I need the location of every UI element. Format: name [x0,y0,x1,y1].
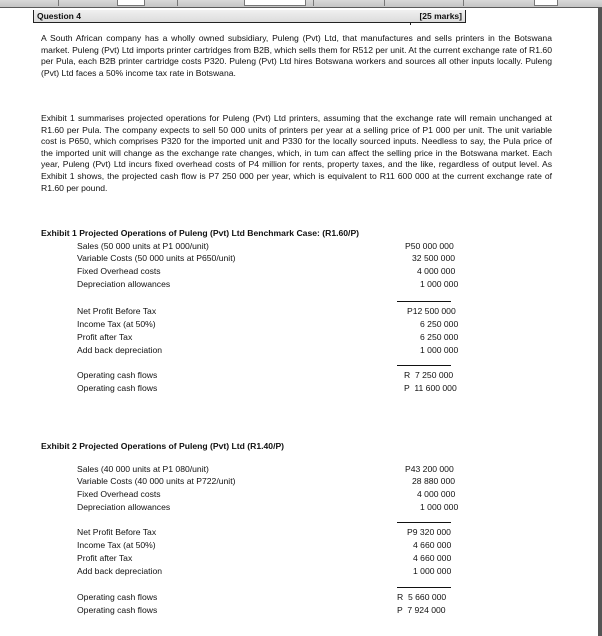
question-header [33,10,466,23]
row-value: P12 500 000 [407,306,456,316]
exhibit2-row [77,464,507,475]
subtotal-rule [397,301,451,302]
exhibit1-row [77,279,507,290]
row-value: 4 000 000 [417,266,456,276]
exhibit1-row [77,241,507,252]
row-label: Variable Costs (50 000 units at P650/unit) [77,253,236,263]
header-divider [410,22,411,25]
exhibit2-row [77,566,507,577]
toolbar-strip [0,0,602,8]
row-value: 28 880 000 [412,476,456,486]
row-label: Operating cash flows [77,592,158,602]
exhibit2-row [77,476,507,487]
exhibit1-row [77,345,507,356]
row-label: Income Tax (at 50%) [77,540,156,550]
subtotal-rule [397,522,451,523]
total-rule [397,587,451,588]
row-label: Sales (50 000 units at P1 000/unit) [77,241,209,251]
row-label: Profit after Tax [77,332,133,342]
row-label: Profit after Tax [77,553,133,563]
exhibit2-title: Exhibit 2 Projected Operations of Puleng (Pvt) Ltd (R1.40/P) [41,441,285,451]
row-label: Net Profit Before Tax [77,527,157,537]
toolbar-separator [177,0,178,6]
row-value: R 5 660 000 [397,592,447,602]
row-label: Variable Costs (40 000 units at P722/unit) [77,476,236,486]
toolbar-separator [313,0,314,6]
row-value: 1 000 000 [420,345,459,355]
row-value: P43 200 000 [405,464,454,474]
exhibit2-row [77,592,507,603]
toolbar-separator [58,0,59,6]
row-value: P50 000 000 [405,241,454,251]
exhibit1-row [77,319,507,330]
exhibit2-row [77,553,507,564]
row-value: P 7 924 000 [397,605,446,615]
question-marks: [25 marks] [419,11,462,21]
row-label: Operating cash flows [77,383,158,393]
row-value: P9 320 000 [407,527,451,537]
toolbar-field[interactable] [534,0,558,6]
toolbar-field[interactable] [244,0,306,6]
row-label: Operating cash flows [77,605,158,615]
row-label: Add back depreciation [77,566,163,576]
row-value: 1 000 000 [420,502,459,512]
row-value: 32 500 000 [412,253,456,263]
question-title: Question 4 [37,11,81,21]
total-rule [397,365,451,366]
row-label: Fixed Overhead costs [77,489,161,499]
toolbar-separator [463,0,464,6]
row-value: 1 000 000 [420,279,459,289]
toolbar-separator [384,0,385,6]
exhibit1-row [77,370,507,381]
exhibit2-row [77,605,507,616]
exhibit1-row [77,306,507,317]
exhibit-summary-paragraph: Exhibit 1 summarises projected operations for Puleng (Pvt) Ltd printers, assuming that the exchange rate will remain unchanged at R1.60 per Pula. The company expects to sell 50 000 units of printers per year at a selling price of P1 000 per unit. The unit variable cost is P650, which comprises P320 for the imported unit and P330 for the locally sourced inputs. Needless to say, the Pula price of the imported unit will change as the exchange rate changes, which, in tum can affect the selling price in the Botswana market. Each year, Puleng (Pvt) Ltd incurs fixed overhead costs of P4 million for rents, property taxes, and the like, regardless of output level. As Exhibit 1 shows, the projected cash flow is P7 250 000 per year, which is equivalent to R11 600 000 at the current exchange rate of R1.60 per pound. [41,113,552,193]
row-label: Income Tax (at 50%) [77,319,156,329]
exhibit1-row [77,266,507,277]
exhibit2-row [77,527,507,538]
row-value: 1 000 000 [413,566,452,576]
toolbar-field[interactable] [117,0,145,6]
vertical-scrollbar-edge[interactable] [598,8,602,636]
row-value: 4 660 000 [413,553,452,563]
row-value: P 11 600 000 [404,383,457,393]
exhibit2-row [77,540,507,551]
row-label: Depreciation allowances [77,279,171,289]
row-value: R 7 250 000 [404,370,454,380]
row-value: 6 250 000 [420,319,459,329]
row-label: Sales (40 000 units at P1 080/unit) [77,464,209,474]
row-label: Depreciation allowances [77,502,171,512]
document-page [0,8,598,636]
row-label: Net Profit Before Tax [77,306,157,316]
row-label: Operating cash flows [77,370,158,380]
exhibit2-row [77,489,507,500]
row-value: 6 250 000 [420,332,459,342]
exhibit2-row [77,502,507,513]
exhibit1-row [77,332,507,343]
exhibit1-title: Exhibit 1 Projected Operations of Puleng (Pvt) Ltd Benchmark Case: (R1.60/P) [41,228,360,238]
intro-paragraph: A South African company has a wholly owned subsidiary, Puleng (Pvt) Ltd, that manufactures and sells printers in the Botswana market. Puleng (Pvt) Ltd imports printer cartridges from B2B, which sells them for R512 per unit. At the current exchange rate of R1.60 per Pula, each B2B printer cartridge costs P320. Puleng (Pvt) Ltd hires Botswana workers and sources all other inputs locally. Puleng (Pvt) Ltd faces a 50% income tax rate in Botswana. [41,33,552,78]
row-value: 4 660 000 [413,540,452,550]
row-label: Add back depreciation [77,345,163,355]
exhibit1-row [77,383,507,394]
row-value: 4 000 000 [417,489,456,499]
exhibit1-row [77,253,507,264]
row-label: Fixed Overhead costs [77,266,161,276]
